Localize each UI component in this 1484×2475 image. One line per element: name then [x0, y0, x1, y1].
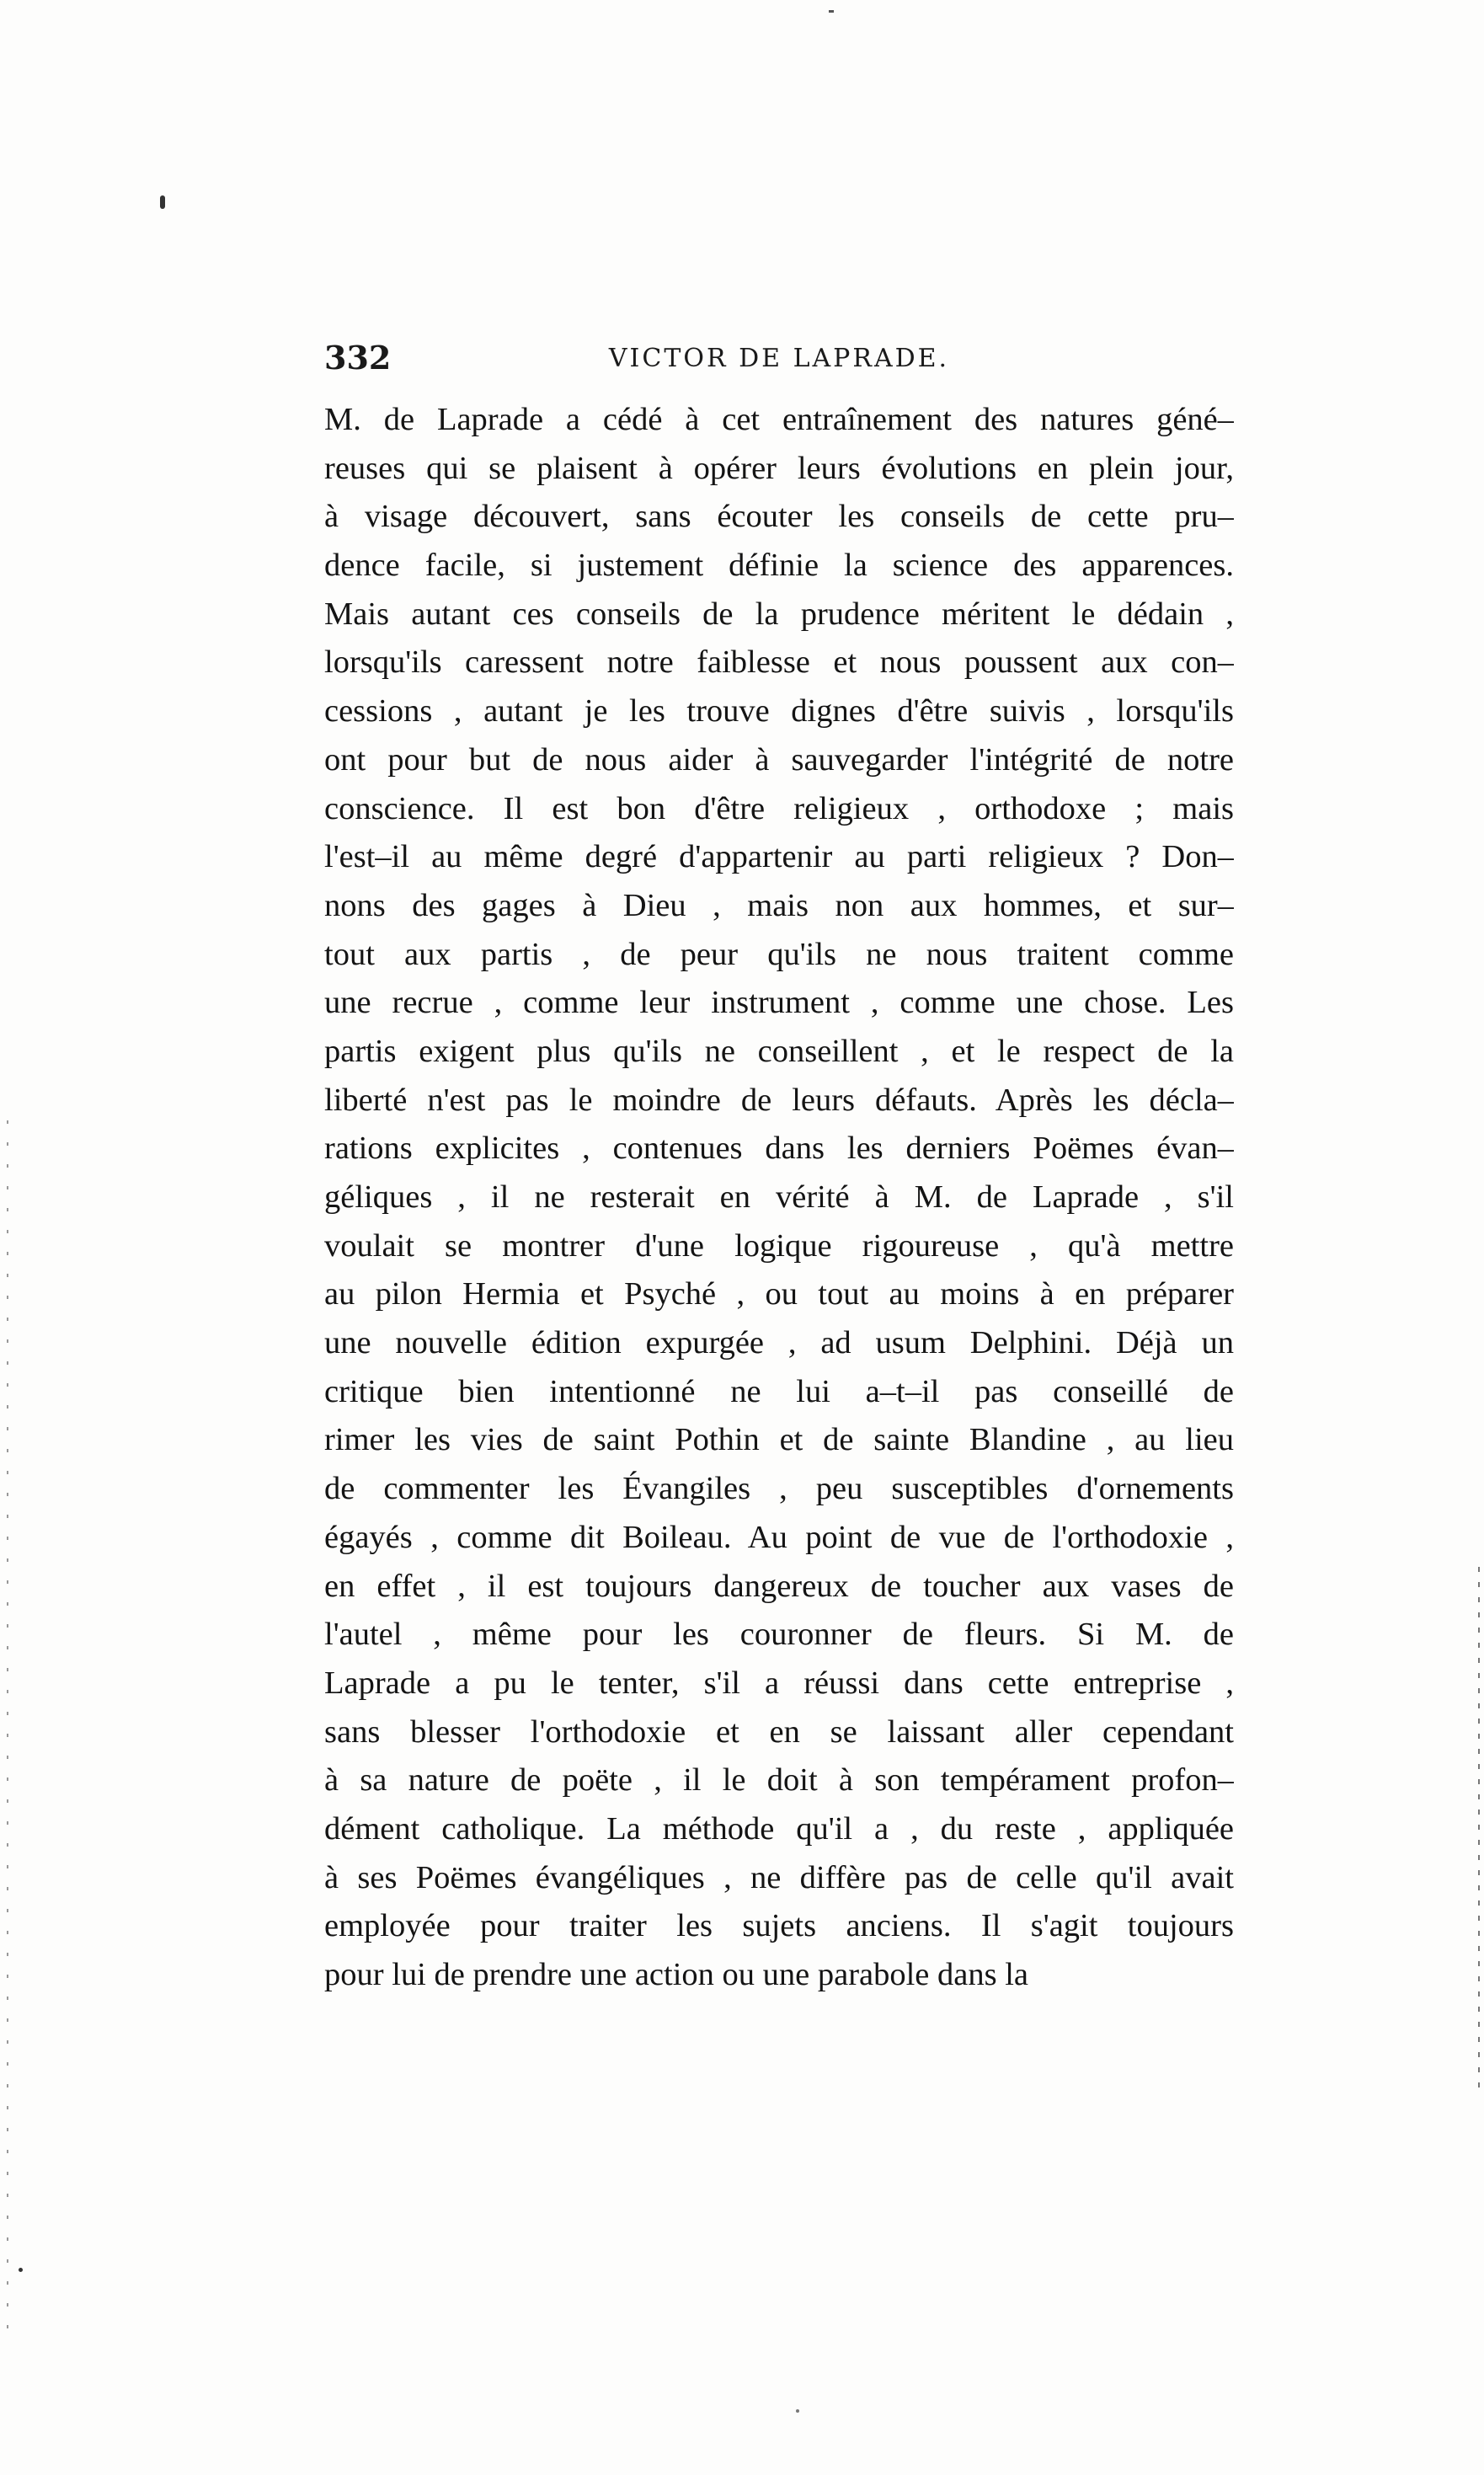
text-line: tout aux partis , de peur qu'ils ne nous traitent comme: [324, 936, 1234, 972]
text-line: conscience. Il est bon d'être religieux , orthodoxe ; mais: [324, 790, 1234, 826]
text-line: dence facile, si justement définie la science des apparences.: [324, 548, 1234, 584]
text-line: de commenter les Évangiles , peu susceptibles d'ornements: [324, 1471, 1234, 1507]
text-line: à sa nature de poëte , il le doit à son tempérament profon–: [324, 1762, 1234, 1799]
text-line: voulait se montrer d'une logique rigoureuse , qu'à mettre: [324, 1227, 1234, 1264]
text-line: lorsqu'ils caressent notre faiblesse et nous poussent aux con–: [324, 644, 1234, 681]
text-line: ont pour but de nous aider à sauvegarder l'intégrité de notre: [324, 741, 1234, 778]
text-line: au pilon Hermia et Psyché , ou tout au moins à en préparer: [324, 1276, 1234, 1312]
text-line: l'autel , même pour les couronner de fleurs. Si M. de: [324, 1617, 1234, 1653]
ink-speck: [829, 10, 834, 13]
text-line: liberté n'est pas le moindre de leurs défauts. Après les décla–: [324, 1082, 1234, 1118]
text-line: employée pour traiter les sujets anciens. Il s'agit toujours: [324, 1908, 1234, 1944]
text-line: dément catholique. La méthode qu'il a , du reste , appliquée: [324, 1810, 1234, 1847]
body-text: [324, 396, 1234, 2000]
page-number: 332: [324, 339, 392, 377]
text-line: rimer les vies de saint Pothin et de sainte Blandine , au lieu: [324, 1422, 1234, 1458]
text-line: à ses Poëmes évangéliques , ne diffère pas de celle qu'il avait: [324, 1859, 1234, 1895]
text-line: pour lui de prendre une action ou une parabole dans la: [324, 1957, 1029, 1992]
text-line: une nouvelle édition expurgée , ad usum Delphini. Déjà un: [324, 1325, 1234, 1361]
ink-speck: [19, 2268, 23, 2272]
text-line: en effet , il est toujours dangereux de toucher aux vases de: [324, 1568, 1234, 1604]
margin-artifact: [7, 1120, 8, 2342]
text-line: l'est–il au même degré d'appartenir au parti religieux ? Don–: [324, 839, 1234, 875]
text-line: Laprade a pu le tenter, s'il a réussi dans cette entreprise ,: [324, 1665, 1234, 1701]
text-line: une recrue , comme leur instrument , comme une chose. Les: [324, 985, 1234, 1021]
ink-speck: [796, 2409, 799, 2413]
text-line: Mais autant ces conseils de la prudence méritent le dédain ,: [324, 596, 1234, 632]
text-line: nons des gages à Dieu , mais non aux hommes, et sur–: [324, 887, 1234, 923]
ink-speck: [160, 195, 165, 209]
text-line: égayés , comme dit Boileau. Au point de vue de l'orthodoxie ,: [324, 1519, 1234, 1555]
text-line: sans blesser l'orthodoxie et en se laissant aller cependant: [324, 1713, 1234, 1750]
page-header: [324, 339, 1234, 389]
running-head: VICTOR DE LAPRADE.: [608, 344, 950, 373]
text-line: cessions , autant je les trouve dignes d'être suivis , lorsqu'ils: [324, 693, 1234, 730]
text-line: géliques , il ne resterait en vérité à M. de Laprade , s'il: [324, 1179, 1234, 1215]
text-line: M. de Laprade a cédé à cet entraînement des natures géné–: [324, 402, 1234, 437]
text-line: à visage découvert, sans écouter les conseils de cette pru–: [324, 499, 1234, 535]
text-line: partis exigent plus qu'ils ne conseillent , et le respect de la: [324, 1033, 1234, 1069]
text-line: critique bien intentionné ne lui a–t–il pas conseillé de: [324, 1373, 1234, 1409]
text-line: reuses qui se plaisent à opérer leurs évolutions en plein jour,: [324, 450, 1234, 486]
text-line: rations explicites , contenues dans les derniers Poëmes évan–: [324, 1131, 1234, 1167]
margin-artifact: [1478, 1567, 1480, 2089]
